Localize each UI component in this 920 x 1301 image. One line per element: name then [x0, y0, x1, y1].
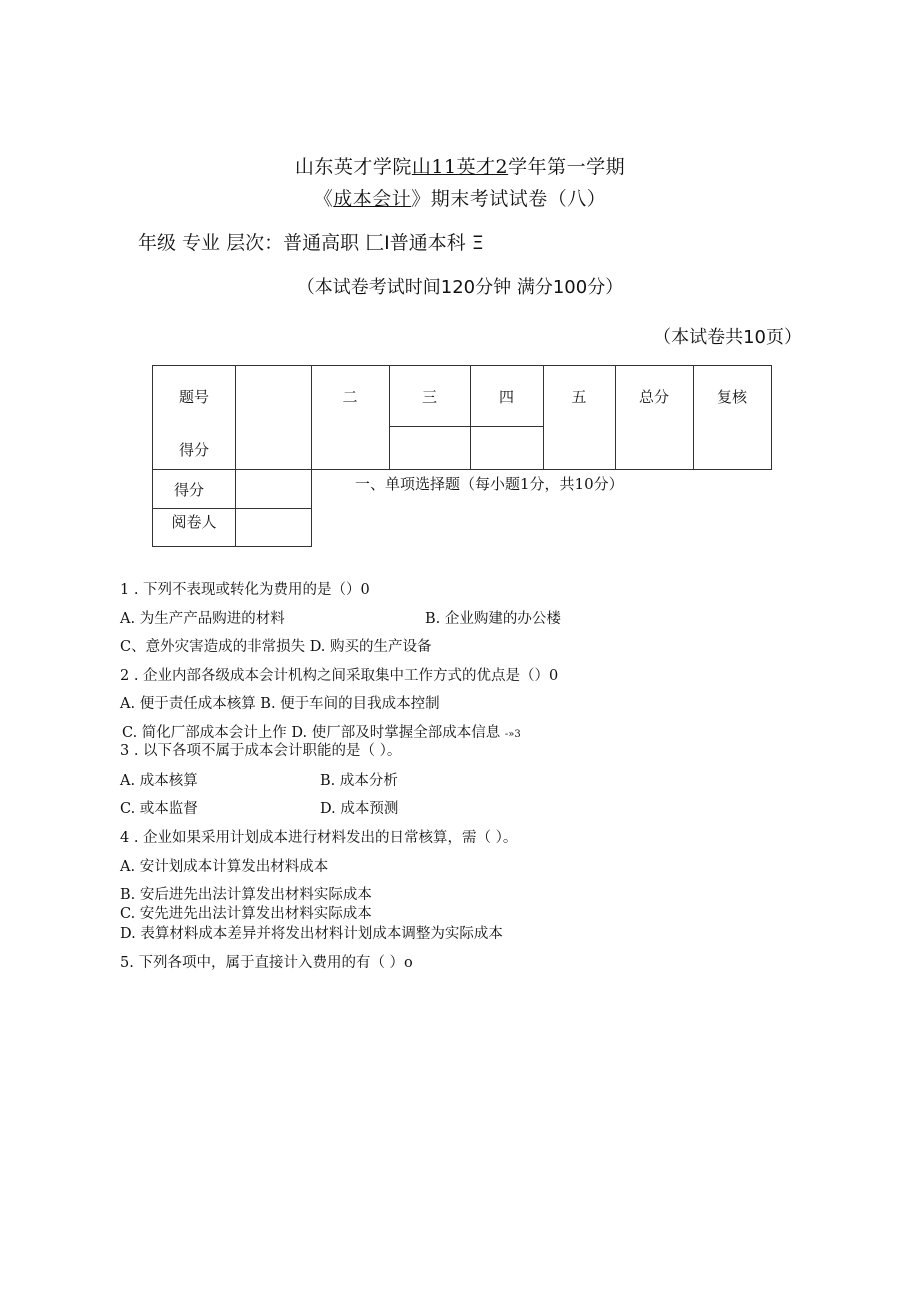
section-score-label: 得分	[173, 481, 204, 499]
question-4: 4 . 企业如果采用计划成本进行材料发出的日常核算，需（ ）。	[120, 830, 518, 846]
question-4-option-a: A. 安计划成本计算发出材料成本	[120, 859, 329, 875]
open-quote: 《	[313, 188, 334, 210]
question-5: 5. 下列各项中，属于直接计入费用的有（ ）o	[120, 955, 413, 971]
school-name: 山东英才学院	[294, 156, 412, 178]
semester: 学年第一学期	[508, 156, 626, 178]
column-review: 复核	[716, 388, 747, 406]
column-2: 二	[342, 388, 358, 406]
exam-type: 》期末考试试卷（八）	[411, 188, 607, 210]
grader-label: 阅卷人	[171, 513, 217, 531]
column-3: 三	[421, 388, 437, 406]
column-total: 总分	[638, 388, 669, 406]
question-3-option-b: B. 成本分析	[320, 773, 398, 789]
exam-title-line-1	[0, 152, 920, 179]
academic-year: 山11英才2	[411, 156, 509, 178]
question-3-option-c: C. 或本监督	[120, 801, 198, 817]
section-title: 一、单项选择题（每小题1分，共10分）	[355, 475, 624, 493]
question-4-option-c: C. 安先进先出法计算发出材料实际成本	[120, 906, 372, 922]
question-2: 2 . 企业内部各级成本会计机构之间采取集中工作方式的优点是（）0	[120, 668, 559, 684]
page-count-line: （本试卷共10页）	[653, 327, 802, 348]
question-2-options-ab: A. 便于责任成本核算 B. 便于车间的目我成本控制	[120, 696, 440, 712]
exam-time-line: （本试卷考试时间120分钟 满分100分）	[296, 277, 624, 298]
column-4: 四	[498, 388, 514, 406]
exam-title-line-2	[0, 184, 920, 211]
question-1-options-cd: C、意外灾害造成的非常损失 D. 购买的生产设备	[120, 639, 432, 655]
question-1-option-a: A. 为生产产品购进的材料	[120, 611, 285, 627]
question-4-option-d: D. 表算材料成本差异并将发出材料计划成本调整为实际成本	[120, 926, 503, 942]
column-5: 五	[571, 388, 587, 406]
question-1-option-b: B. 企业购建的办公楼	[425, 611, 561, 627]
label-score: 得分	[178, 441, 209, 459]
label-question-number: 题号	[178, 388, 209, 406]
course-name: 成本会计	[333, 188, 412, 210]
grade-line: 年级 专业 层次：普通高职 匚I普通本科 Ξ	[138, 232, 484, 254]
question-3: 3 . 以下各项不属于成本会计职能的是（ ）。	[120, 743, 402, 759]
question-1: 1 . 下列不表现或转化为费用的是（）0	[120, 582, 370, 598]
question-3-option-a: A. 成本核算	[120, 773, 198, 789]
stray-mark: -»3	[504, 729, 521, 740]
question-3-option-d: D. 成本预测	[320, 801, 399, 817]
question-2-options-cd-text: C. 简化厂部成本会计上作 D. 使厂部及时掌握全部成本信息	[122, 725, 501, 741]
question-4-option-b: B. 安后进先出法计算发出材料实际成本	[120, 887, 372, 903]
